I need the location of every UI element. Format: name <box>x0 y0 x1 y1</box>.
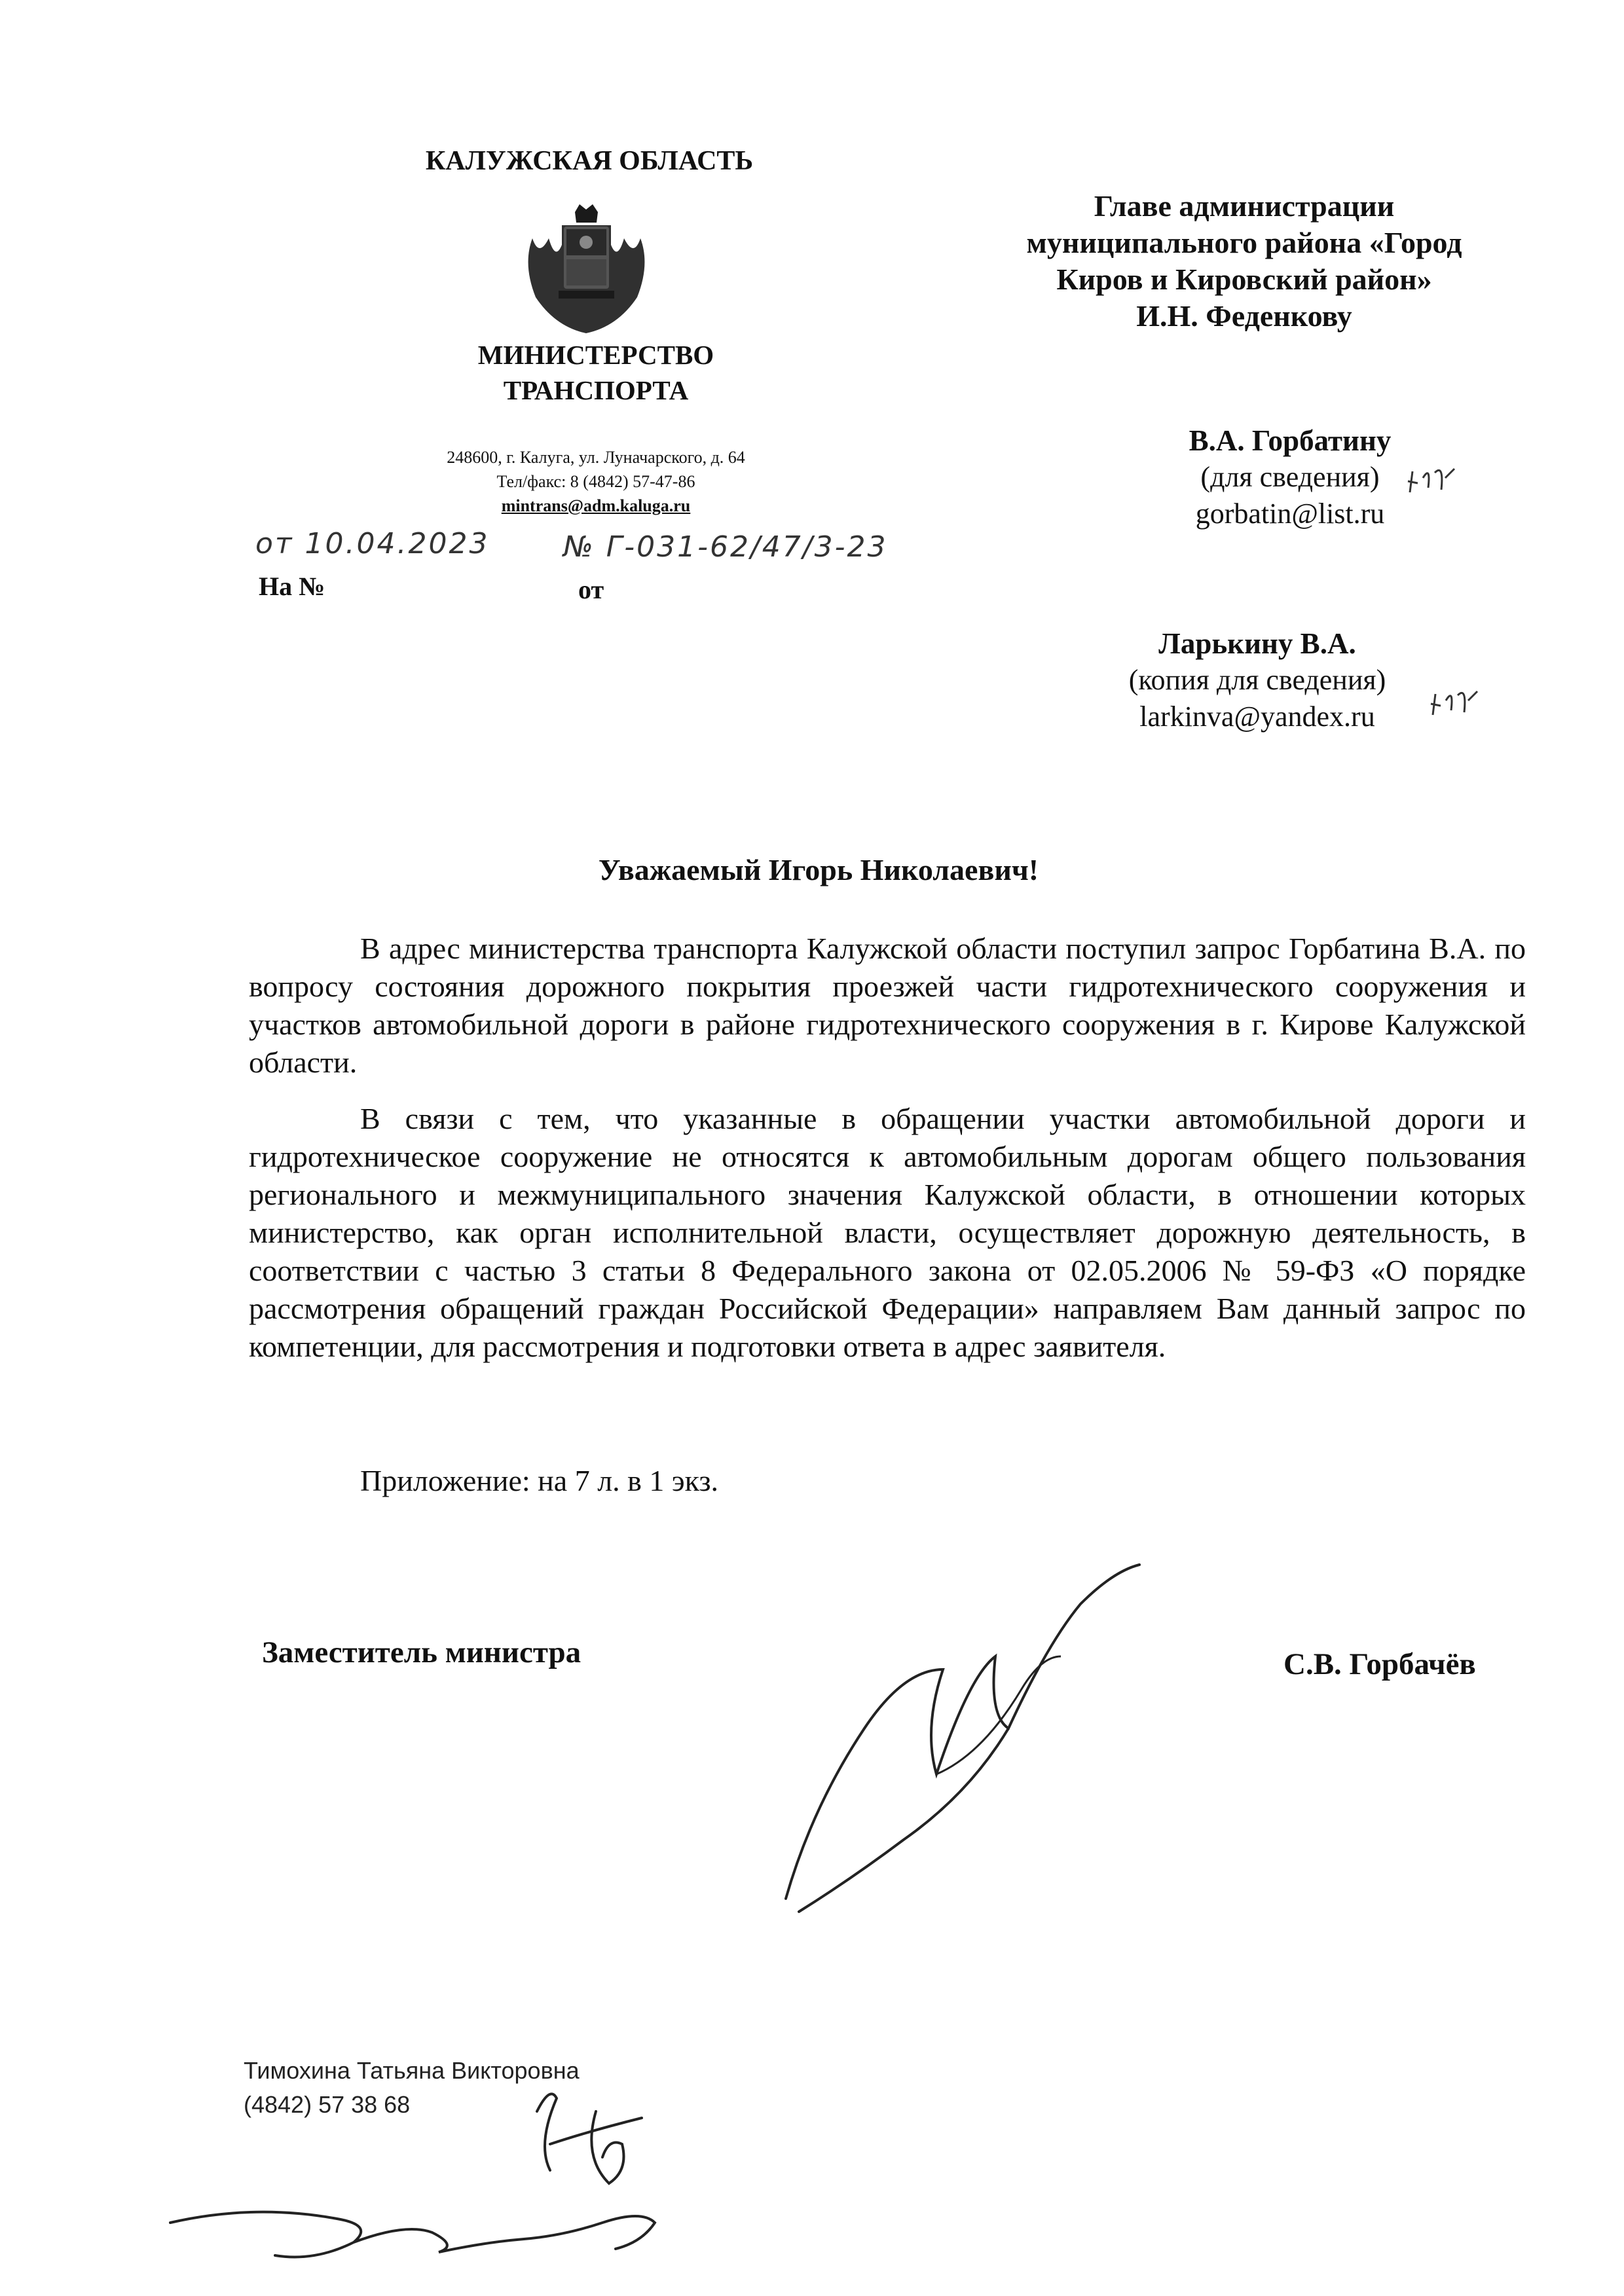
attachment-note: Приложение: на 7 л. в 1 экз. <box>360 1464 719 1497</box>
larkin-note: (копия для сведения) <box>1128 664 1386 696</box>
addressee-larkin <box>1054 625 1460 735</box>
ministry-line-2: ТРАНСПОРТА <box>503 375 689 405</box>
phone-fax: Тел/факс: 8 (4842) 57-47-86 <box>496 472 695 491</box>
reference-date-label: от <box>578 575 604 604</box>
body-paragraph-1: В адрес министерства транспорта Калужской области поступил запрос Горбатина В.А. по вопросу состояния дорожного покрытия проезжей части гидротехнического сооружения и участков автомобильной дороги в районе гидротехнического сооружения в г. Кирове Калужской области. <box>249 932 1526 1079</box>
handwritten-date: от 10.04.2023 <box>255 527 490 560</box>
ministry-name <box>393 337 799 408</box>
salutation: Уважаемый Игорь Николаевич! <box>598 853 1039 886</box>
ministry-contacts <box>367 445 825 518</box>
addressee-line-3: Киров и Кировский район» <box>1056 263 1432 296</box>
reference-number-label: На № <box>259 572 325 601</box>
gorbatin-name: В.А. Горбатину <box>1189 424 1392 457</box>
addressee-line-2: муниципального района «Город <box>1026 226 1462 259</box>
postal-address: 248600, г. Калуга, ул. Луначарского, д. 64 <box>447 448 745 467</box>
handwritten-number: № Г-031-62/47/3-23 <box>563 530 888 564</box>
larkin-name: Ларькину В.А. <box>1158 627 1356 660</box>
addressee-line-1: Главе администрации <box>1094 189 1395 223</box>
coat-of-arms-icon <box>519 199 654 337</box>
signatory-name: С.В. Горбачёв <box>1283 1647 1476 1681</box>
executor-name: Тимохина Татьяна Викторовна <box>244 2057 580 2084</box>
executor-phone: (4842) 57 38 68 <box>244 2091 411 2118</box>
ministry-email: mintrans@adm.kaluga.ru <box>501 496 691 515</box>
gorbatin-note: (для сведения) <box>1200 461 1380 493</box>
region-title: КАЛУЖСКАЯ ОБЛАСТЬ <box>425 146 754 176</box>
ministry-line-1: МИНИСТЕРСТВО <box>477 340 714 370</box>
signature-icon <box>773 1558 1192 1925</box>
addressee-line-4: И.Н. Феденкову <box>1136 299 1352 333</box>
main-addressee <box>963 188 1526 335</box>
larkin-email: larkinva@yandex.ru <box>1139 701 1375 733</box>
signatory-title: Заместитель министра <box>262 1635 581 1669</box>
handwritten-initials-icon <box>1428 681 1480 720</box>
approval-scribble-icon <box>157 2183 733 2275</box>
handwritten-initials-icon <box>1405 458 1457 498</box>
body-paragraph-2: В связи с тем, что указанные в обращении участки автомобильной дороги и гидротехническое сооружение не относятся к автомобильным дорогам общего пользования регионального и межмуниципального значения Калужской области, в отношении которых министерство, как орган исполнительной власти, осуществляет дорожную деятельность, в соответствии с частью 3 статьи 8 Федерального закона от 02.05.2006 № 59-ФЗ «О порядке рассмотрения обращений граждан Российской Федерации» направляем Вам данный запрос по компетенции, для рассмотрения и подготовки ответа в адрес заявителя. <box>249 1102 1526 1363</box>
gorbatin-email: gorbatin@list.ru <box>1195 498 1385 530</box>
